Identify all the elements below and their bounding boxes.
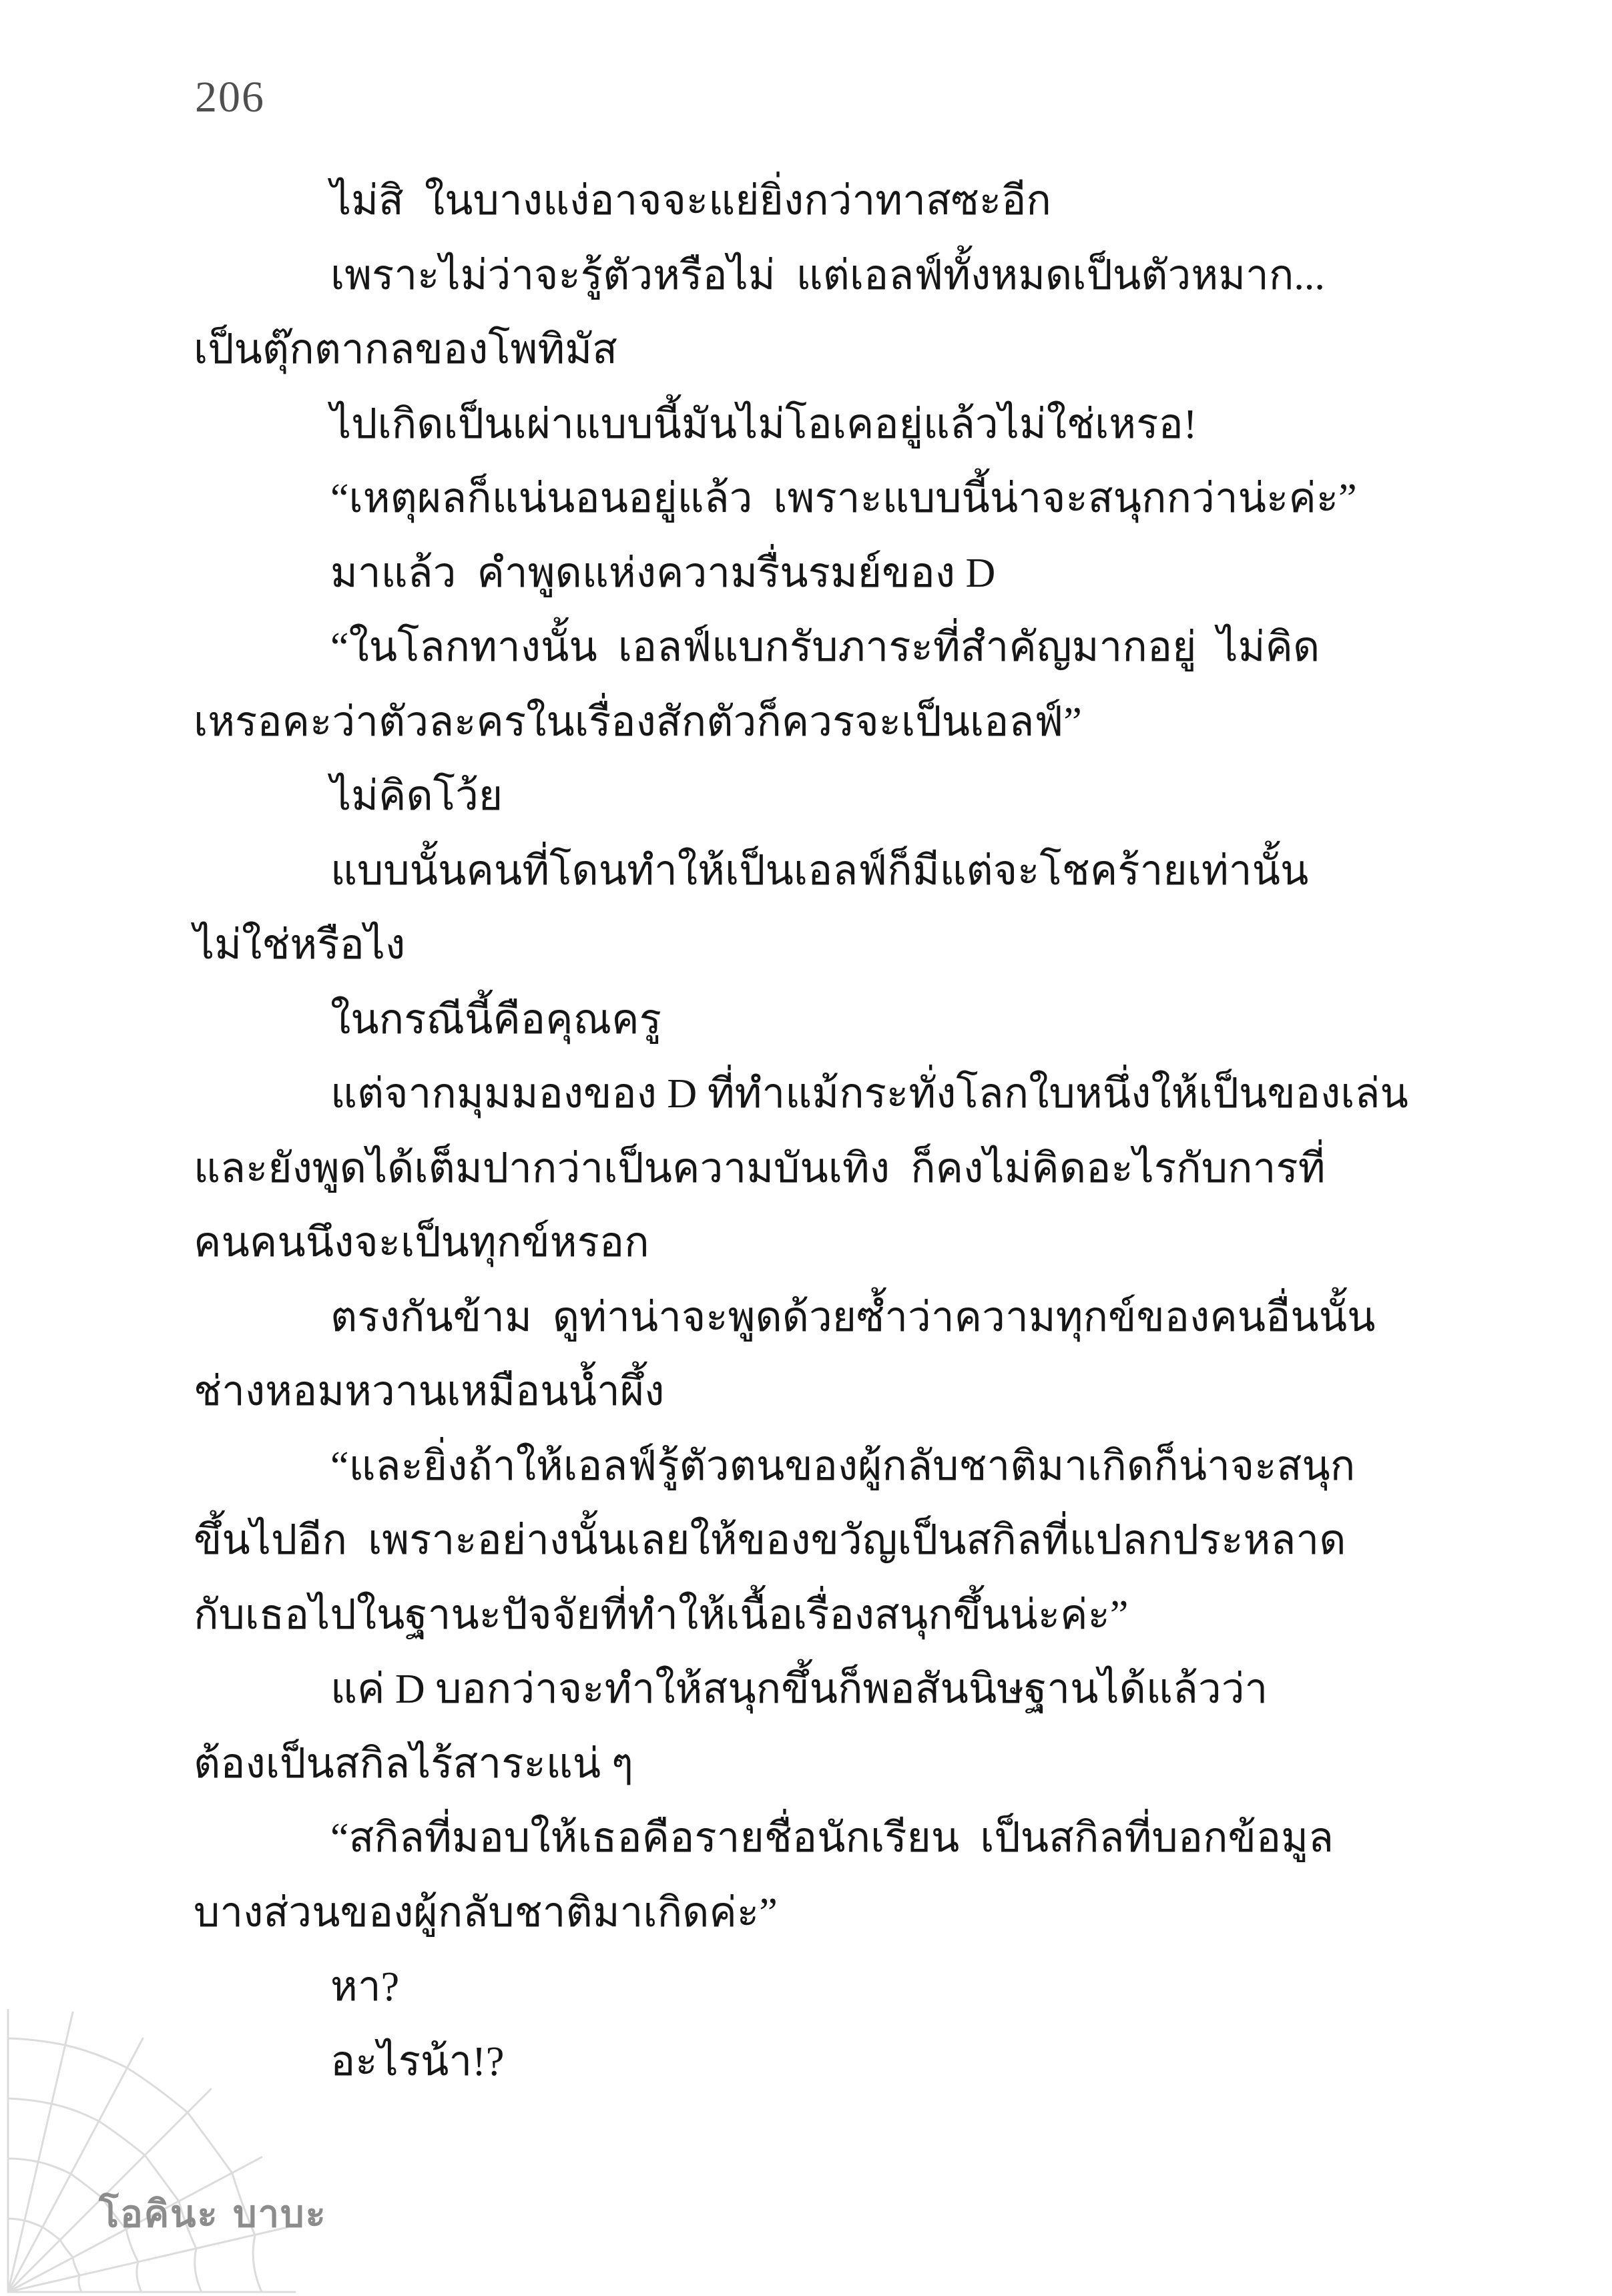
- text-line: เป็นตุ๊กตากลของโพทิมัส: [194, 327, 617, 372]
- text-line: ในกรณีนี้คือคุณครู: [330, 996, 661, 1043]
- text-line: ไม่สิ ในบางแง่อาจจะแย่ยิ่งกว่าทาสซะอีก: [330, 178, 1051, 224]
- text-line: “และยิ่งถ้าให้เอลฟ์รู้ตัวตนของผู้กลับชาติมาเกิดก็น่าจะสนุก: [330, 1443, 1356, 1489]
- text-line: ช่างหอมหวานเหมือนน้ำผึ้ง: [194, 1369, 665, 1414]
- text-line: หา?: [330, 1964, 400, 2010]
- text-line: แต่จากมุมมองของ D ที่ทำแม้กระทั่งโลกใบหนึ่งให้เป็นของเล่น: [330, 1071, 1408, 1117]
- page-number: 206: [195, 73, 265, 121]
- text-line: ขึ้นไปอีก เพราะอย่างนั้นเลยให้ของขวัญเป็นสกิลที่แปลกประหลาด: [194, 1518, 1346, 1563]
- text-line: ไม่ใช่หรือไง: [194, 922, 406, 968]
- text-line: ตรงกันข้าม ดูท่าน่าจะพูดด้วยซ้ำว่าความทุกข์ของคนอื่นนั้น: [330, 1294, 1376, 1340]
- text-line: เหรอคะว่าตัวละครในเรื่องสักตัวก็ควรจะเป็นเอลฟ์”: [194, 699, 1082, 745]
- text-line: และยังพูดได้เต็มปากว่าเป็นความบันเทิง ก็คงไม่คิดอะไรกับการที่: [194, 1145, 1326, 1191]
- text-line: อะไรน้า!?: [330, 2038, 505, 2084]
- text-line: กับเธอไปในฐานะปัจจัยที่ทำให้เนื้อเรื่องสนุกขึ้นน่ะค่ะ”: [194, 1592, 1129, 1638]
- text-line: บางส่วนของผู้กลับชาติมาเกิดค่ะ”: [194, 1890, 778, 1936]
- text-line: “ในโลกทางนั้น เอลฟ์แบกรับภาระที่สำคัญมากอยู่ ไม่คิด: [330, 625, 1320, 670]
- text-line: ต้องเป็นสกิลไร้สาระแน่ ๆ: [194, 1741, 633, 1787]
- text-line: เพราะไม่ว่าจะรู้ตัวหรือไม่ แต่เอลฟ์ทั้งหมดเป็นตัวหมาก...: [330, 252, 1325, 298]
- text-line: “สกิลที่มอบให้เธอคือรายชื่อนักเรียน เป็นสกิลที่บอกข้อมูล: [330, 1815, 1334, 1861]
- text-line: ไม่คิดโว้ย: [330, 774, 503, 819]
- text-line: คนคนนึงจะเป็นทุกข์หรอก: [194, 1220, 649, 1265]
- text-line: ไปเกิดเป็นเผ่าแบบนี้มันไม่โอเคอยู่แล้วไม่ใช่เหรอ!: [330, 401, 1197, 447]
- watermark-author: โอคินะ บาบะ: [99, 2193, 327, 2236]
- body-text: [194, 164, 1428, 2099]
- text-line: “เหตุผลก็แน่นอนอยู่แล้ว เพราะแบบนี้น่าจะสนุกกว่าน่ะค่ะ”: [330, 476, 1357, 521]
- text-line: มาแล้ว คำพูดแห่งความรื่นรมย์ของ D: [330, 550, 996, 596]
- text-line: แค่ D บอกว่าจะทำให้สนุกขึ้นก็พอสันนิษฐานได้แล้วว่า: [330, 1667, 1268, 1712]
- text-line: แบบนั้นคนที่โดนทำให้เป็นเอลฟ์ก็มีแต่จะโชคร้ายเท่านั้น: [330, 848, 1309, 894]
